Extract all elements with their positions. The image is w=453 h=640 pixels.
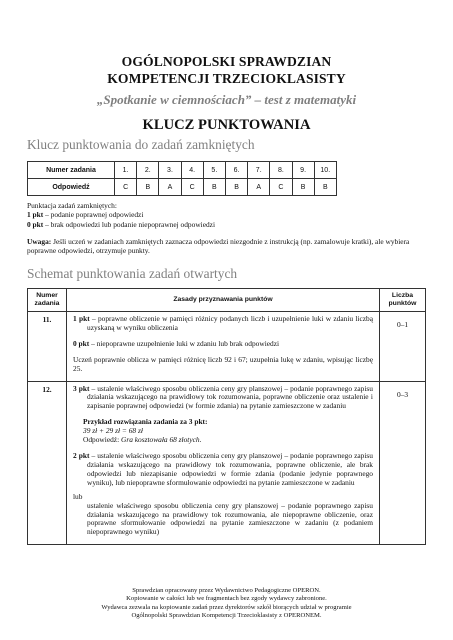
open-tasks-table [27,288,426,545]
answer-cell: C [270,179,292,196]
open-table-header [28,289,426,312]
answer-cell: B [225,179,247,196]
footer-line: Ogólnopolski Sprawdzian Kompetencji Trzecioklasisty z OPERONEM. [131,611,322,619]
answer-label: Odpowiedź [28,179,115,196]
answer-row [28,179,337,196]
answer-cell: B [203,179,225,196]
example-calculation: 39 zł + 29 zł = 68 zł [83,426,143,436]
task-number-cell: 6. [225,162,247,179]
task-number-cell: 9. [292,162,314,179]
task-12-3pt-text: – ustalenie właściwego sposobu obliczenia ceny gry planszowej – podanie poprawnego zapisu działania wskazującego na prawidłowy tok rozumowania, poprawne obliczenie oraz ustalenie i zapisanie poprawnej odpowiedzi (w formie zdania) na pytanie zamieszczone w zadaniu [87,383,373,411]
task-12-2pt-text: – ustalenie właściwego sposobu obliczenia ceny gry planszowej – podanie poprawnego zapisu działania wskazującego na prawidłowy tok rozumowania, poprawne obliczenie, ale brak odpowiedzi lub niezapisanie odpowiedzi w formie zdania (podanie jedynie poprawnego wyniku), lub niepoprawne sformułowanie odpowiedzi na pytanie zamieszczone w zadaniu [87,450,373,487]
task-11-0pt-bold: 0 pkt [73,338,90,348]
task-12-3pt [73,385,373,412]
task-number-cell: 5. [203,162,225,179]
task-11-1pt-bold: 1 pkt [73,314,90,323]
answer-cell: A [159,179,181,196]
note-text: Jeśli uczeń w zadaniach zamkniętych zaznacza odpowiedzi niezgodnie z instrukcją (np. zamalowuje kratki), ale wybiera poprawne odpowiedzi, otrzymuje punkty. [27,237,410,256]
task-number-row [28,162,337,179]
task-number-cell: 4. [181,162,203,179]
footer-line: Kopiowanie w całości lub we fragmentach bez zgody wydawcy zabronione. [126,595,327,603]
task-11-1pt-text: – poprawne obliczenie w pamięci różnicy podanych liczb i uzupełnienie luki w zdaniu liczbą uzyskaną w wyniku obliczenia [87,314,374,332]
closed-answers-table [27,161,337,196]
note-label: Uwaga: [27,237,52,246]
task-12-row [28,381,426,545]
footer-line: Sprawdzian opracowany przez Wydawnictwo Pedagogiczne OPERON. [132,587,321,594]
scoring-0pt [27,220,215,229]
closed-note [27,237,427,256]
answer-cell: C [115,179,137,196]
task-12-3pt-bold: 3 pkt [73,383,90,393]
main-title-line2: KOMPETENCJI TRZECIOKLASISTY [107,71,346,86]
task-11-example: Uczeń poprawnie oblicza w pamięci różnicę liczb 92 i 67; uzupełnia lukę w zdaniu, wpisując liczbę 25. [73,354,373,373]
task-11-0pt-text: – niepoprawne uzupełnienie luki w zdaniu lub brak odpowiedzi [89,338,280,348]
task-12-2pt [73,452,373,488]
key-title: KLUCZ PUNKTOWANIA [142,117,311,133]
answer-cell: B [292,179,314,196]
task-12-2pt-bold: 2 pkt [73,450,90,460]
task-number-cell: 1. [115,162,137,179]
task-number-cell: 8. [270,162,292,179]
footer-line: Wydawca zezwala na kopiowanie zadań przez dyrektorów szkół biorących udział w programie [101,603,352,611]
answer-cell: B [137,179,159,196]
example-answer-label: Odpowiedź: [83,435,121,445]
task-11-rules [67,312,380,382]
test-subtitle: „Spotkanie w ciemnościach” – test z matematyki [96,92,357,107]
closed-scoring-rules [27,201,215,229]
footer [0,587,453,620]
task-number-cell: 3. [159,162,181,179]
col-number-header: Numer zadania [28,289,67,312]
answer-cell: C [181,179,203,196]
task-12-alt-text: ustalenie właściwego sposobu obliczenia ceny gry planszowej – podanie poprawnego zapisu działania wskazującego na prawidłowy tok rozumowania, ale niepoprawne obliczenie, oraz poprawne sformułowanie odpowiedzi na pytanie zamieszczone w zadaniu (z podaniem niepoprawnego wyniku) [87,500,373,537]
answer-cell: A [248,179,270,196]
task-number-cell: 10. [314,162,336,179]
task-11-1pt [73,315,373,333]
scoring-1pt-text: – podanie poprawnej odpowiedzi [43,210,144,220]
answer-cell: B [314,179,336,196]
scoring-intro: Punktacja zadań zamkniętych: [27,201,117,210]
task-11-number: 11. [28,312,67,382]
scoring-1pt-bold: 1 pkt [27,210,44,220]
col-rules-header: Zasady przyznawania punktów [67,289,380,312]
task-number-cell: 7. [248,162,270,179]
example-answer-text: Gra kosztowała 68 złotych. [120,435,202,445]
scoring-0pt-text: – brak odpowiedzi lub podanie niepoprawnej odpowiedzi [43,219,216,229]
col-points-header: Liczba punktów [380,289,426,312]
example-title: Przykład rozwiązania zadania za 3 pkt: [83,417,208,427]
task-11-points: 0–1 [380,312,426,382]
task-12-rules [67,381,380,545]
task-12-number: 12. [28,381,67,545]
scoring-1pt [27,210,215,219]
closed-tasks-heading: Klucz punktowania do zadań zamkniętych [27,137,255,152]
scoring-0pt-bold: 0 pkt [27,219,44,229]
task-12-alternative [73,491,373,538]
open-tasks-heading: Schemat punktowania zadań otwartych [27,266,238,281]
task-number-cell: 2. [137,162,159,179]
task-number-label: Numer zadania [28,162,115,179]
main-title-line1: OGÓLNOPOLSKI SPRAWDZIAN [121,54,332,69]
example-answer [73,436,373,445]
task-11-0pt [73,340,373,349]
task-12-points: 0–3 [380,381,426,545]
task-11-row [28,312,426,382]
lub-label: lub [73,491,83,501]
